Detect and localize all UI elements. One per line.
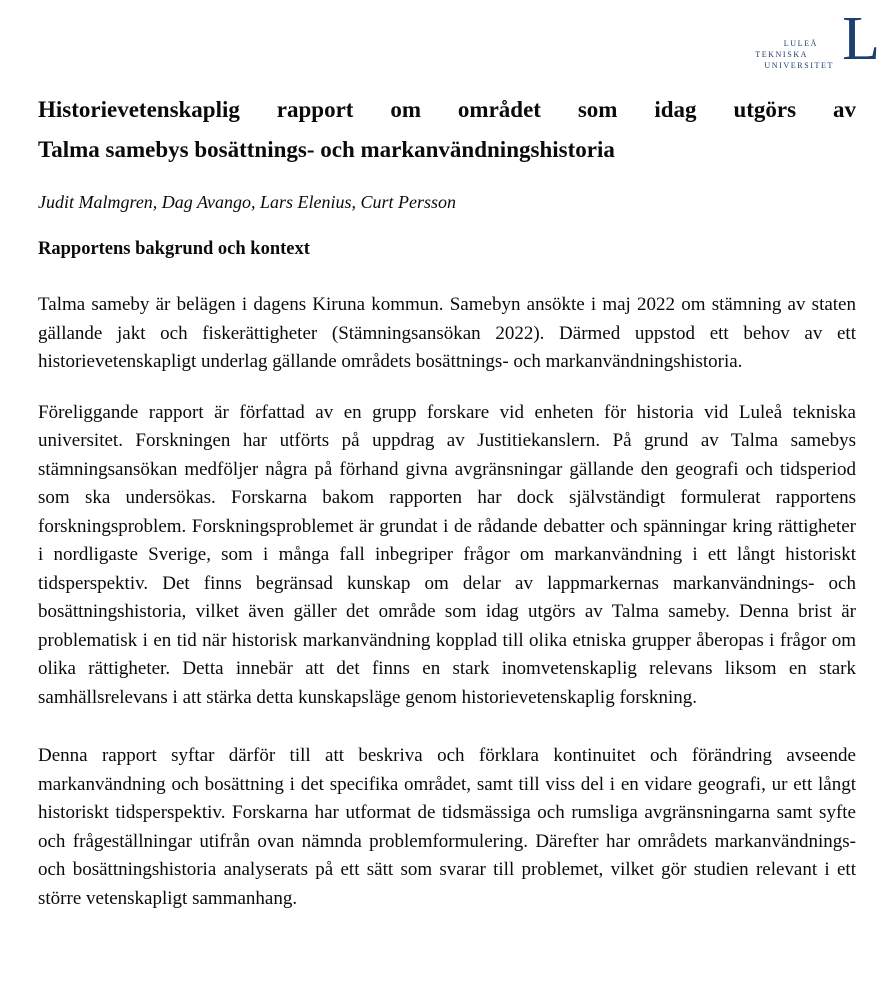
document-content	[38, 0, 856, 913]
authors-line: Judit Malmgren, Dag Avango, Lars Elenius, Curt Persson	[38, 192, 456, 212]
logo-text-universitet: UNIVERSITET	[764, 61, 834, 70]
document-title	[38, 90, 856, 170]
logo-letter-l-icon: L	[842, 5, 880, 73]
section-heading: Rapportens bakgrund och kontext	[38, 239, 310, 259]
title-line-1: Historievetenskaplig rapport om området som idag utgörs av	[38, 97, 856, 122]
logo-text-tekniska: TEKNISKA	[755, 50, 808, 59]
paragraph-report-context: Föreliggande rapport är författad av en grupp forskare vid enheten för historia vid Luleå tekniska universitet. Forskningen har utförts på uppdrag av Justitiekanslern. På grund av Talma samebys stämningsansökan medföljer några på förhand givna avgränsningar gällande den geografi och tidsperiod som ska undersökas. Forskarna bakom rapporten har dock självständigt formulerat rapportens forskningsproblem. Forskningsproblemet är grundat i de rådande debatter och spänningar kring rättigheter i nordligaste Sverige, som i många fall inbegriper frågor om markanvändning i ett långt historiskt tidsperspektiv. Det finns begränsad kunskap om delar av lappmarkernas markanvändnings- och bosättningshistoria, vilket även gäller det område som idag utgörs av Talma sameby. Denna brist är problematisk i en tid när historisk markanvändning kopplad till olika etniska grupper åberopas i frågor om olika rättigheter. Detta innebär att det finns en stark inomvetenskaplig relevans liksom en stark samhällsrelevans i att stärka detta kunskapsläge genom historievetenskaplig forskning.	[38, 401, 856, 708]
paragraph-report-aim: Denna rapport syftar därför till att beskriva och förklara kontinuitet och förändring avseende markanvändning och bosättning i det specifika området, samt till viss del i en vidare geografi, ur ett långt historiskt tidsperspektiv. Forskarna har utformat de tidsmässiga och rumsliga avgränsningarna samt syfte och frågeställningar utifrån ovan nämnda problemformulering. Därefter har områdets markanvändnings- och bosättningshistoria analyserats på ett sätt som svarar till problemet, vilket gör studien relevant i ett större vetenskapligt sammanhang.	[38, 745, 856, 909]
logo-text-lulea: LULEÅ	[783, 39, 818, 48]
paragraph-background: Talma sameby är belägen i dagens Kiruna kommun. Samebyn ansökte i maj 2022 om stämning av staten gällande jakt och fiskerättigheter (Stämningsansökan 2022). Därmed uppstod ett behov av ett historievetenskapligt underlag gällande områdets bosättnings- och markanvändningshistoria.	[38, 294, 856, 372]
title-line-2: Talma samebys bosättnings- och markanvändningshistoria	[38, 137, 615, 162]
